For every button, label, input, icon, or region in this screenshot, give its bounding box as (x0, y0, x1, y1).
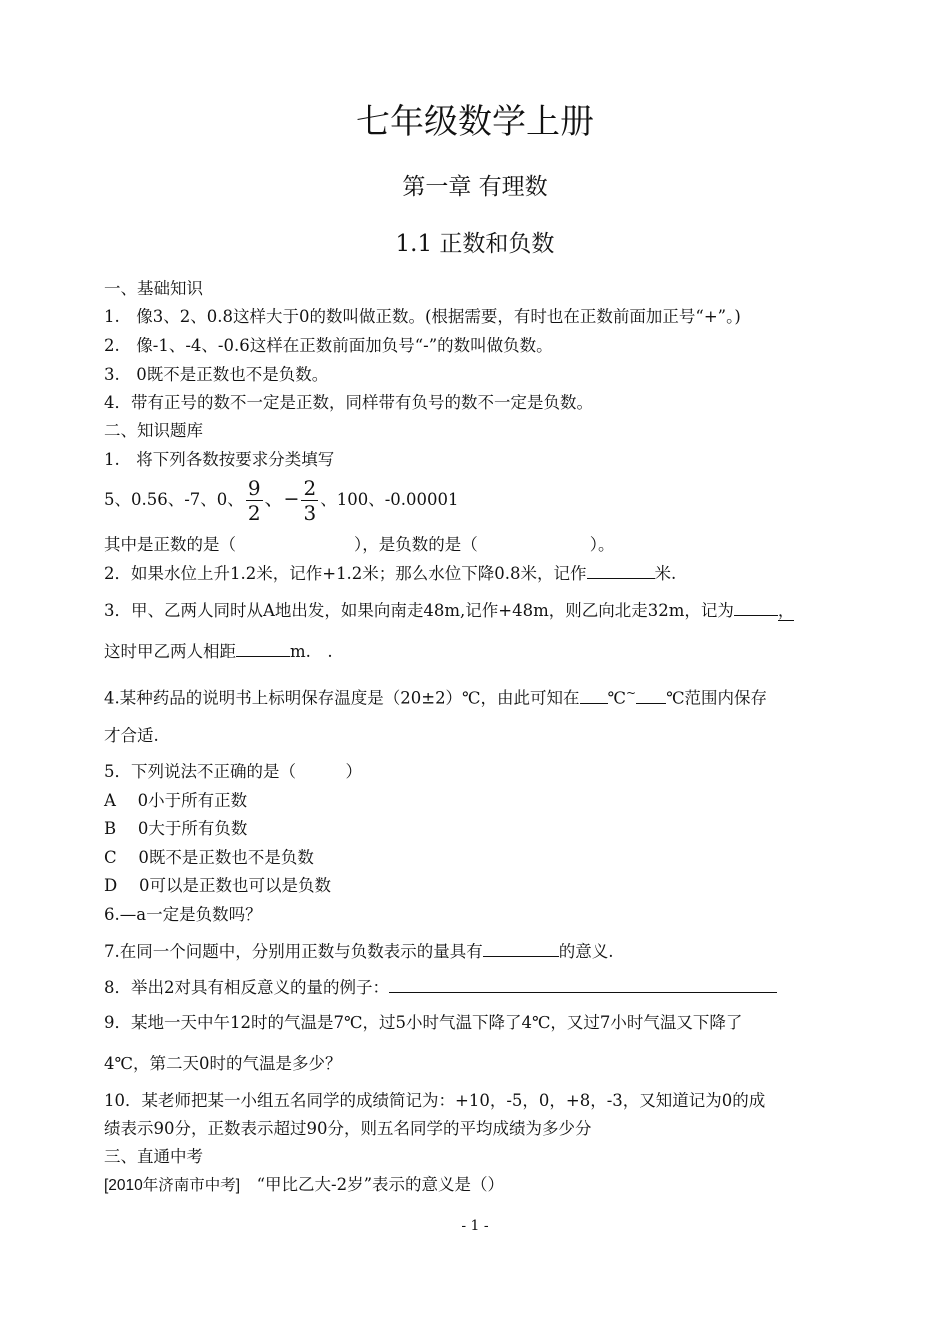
q7-answer-blank[interactable] (483, 940, 559, 957)
q7-text-a: 7.在同一个问题中，分别用正数与负数表示的量具有 (104, 942, 483, 961)
q8-answer-blank[interactable] (389, 976, 777, 993)
q10-line-1: 10．某老师把某一小组五名同学的成绩简记为：+10，-5，0，+8，-3，又知道记为0的成 (104, 1091, 766, 1110)
part1-item-3: 3. 0既不是正数也不是负数。 (104, 365, 329, 384)
q1-ans-c: ）。 (589, 535, 615, 554)
q4-low-blank[interactable] (580, 687, 608, 704)
q7-text-b: 的意义. (558, 942, 614, 961)
part3-heading: 三、直通中考 (104, 1147, 203, 1166)
page-number: - 1 - (461, 1218, 489, 1234)
part1-heading: 一、基础知识 (104, 279, 203, 298)
section-title: 1.1 正数和负数 (395, 231, 555, 257)
frac2-den: 3 (303, 501, 317, 525)
fraction-2-3 (301, 476, 318, 525)
part1-item-1: 1. 像3、2、0.8这样大于0的数叫做正数。(根据需要，有时也在正数前面加正号“+”。) (104, 307, 741, 326)
fraction-9-2 (246, 476, 263, 525)
q5-option-a: A 0小于所有正数 (104, 791, 248, 810)
q1-answer-line (104, 534, 615, 556)
q3-line-2 (104, 640, 333, 663)
q4-line-1 (104, 682, 767, 710)
q2-line (104, 562, 676, 585)
q5-option-b: B 0大于所有负数 (104, 819, 248, 838)
q10-line-2: 绩表示90分，正数表示超过90分，则五名同学的平均成绩为多少分 (104, 1119, 592, 1138)
q4-text-b: ℃ (607, 688, 626, 708)
q1-seq-a: 5、0.56、-7、0、 (104, 490, 244, 509)
q2-text-b: 米. (654, 564, 677, 583)
part1-item-2: 2. 像-1、-4、-0.6这样在正数前面加负号“-”的数叫做负数。 (104, 336, 553, 355)
q4-text-c: ℃范围内保存 (666, 688, 768, 708)
q1-seq-b: 、100、-0.00001 (320, 490, 459, 509)
exam-question-line (104, 1174, 504, 1197)
exam-tag: [2010年济南市中考] (104, 1177, 241, 1194)
q4-high-blank[interactable] (636, 687, 666, 704)
frac1-num: 9 (247, 476, 261, 500)
q3-record-blank[interactable] (734, 599, 778, 616)
q3-distance-blank[interactable] (236, 640, 290, 657)
q2-answer-blank[interactable] (587, 562, 655, 579)
q2-text-a: 2．如果水位上升1.2米，记作+1.2米；那么水位下降0.8米，记作 (104, 564, 587, 583)
q3-text-b: ， (777, 601, 795, 620)
q3-text-c: 这时甲乙两人相距 (104, 642, 236, 661)
q5-option-d: D 0可以是正数也可以是负数 (104, 876, 331, 895)
q1-sep: 、− (264, 488, 300, 510)
q1-number-list (104, 473, 459, 525)
q4-text-a: 4.某种药品的说明书上标明保存温度是（20±2）℃，由此可知在 (104, 688, 580, 708)
q9-line-1: 9．某地一天中午12时的气温是7℃，过5小时气温下降了4℃，又过7小时气温又下降了 (104, 1013, 743, 1032)
document-title: 七年级数学上册 (356, 102, 594, 142)
q1-ans-b: ），是负数的是（ (354, 535, 478, 554)
q3-text-d: m. . (290, 642, 333, 661)
q7-line (104, 940, 614, 963)
q4-line-2: 才合适. (104, 726, 159, 745)
q8-text: 8．举出2对具有相反意义的量的例子： (104, 978, 389, 997)
q8-line (104, 976, 777, 999)
q5-option-c: C 0既不是正数也不是负数 (104, 848, 314, 867)
exam-question-text: “甲比乙大-2岁”表示的意义是（） (240, 1175, 505, 1194)
q4-tilde: ~ (626, 686, 637, 700)
q6-line: 6.—a一定是负数吗？ (104, 905, 262, 924)
q1-stem: 1. 将下列各数按要求分类填写 (104, 450, 335, 469)
q5-stem: 5．下列说法不正确的是（ ） (104, 762, 362, 781)
part2-heading: 二、知识题库 (104, 421, 203, 440)
q3-text-a: 3．甲、乙两人同时从A地出发，如果向南走48m,记作+48m，则乙向北走32m，记为 (104, 601, 734, 620)
part1-item-4: 4．带有正号的数不一定是正数，同样带有负号的数不一定是负数。 (104, 393, 593, 412)
q1-ans-a: 其中是正数的是（ (104, 535, 236, 554)
frac1-den: 2 (247, 501, 261, 525)
chapter-title: 第一章 有理数 (402, 174, 548, 200)
q9-line-2: 4℃，第二天0时的气温是多少？ (104, 1054, 342, 1073)
frac2-num: 2 (303, 476, 317, 500)
q3-line-1 (104, 599, 794, 622)
